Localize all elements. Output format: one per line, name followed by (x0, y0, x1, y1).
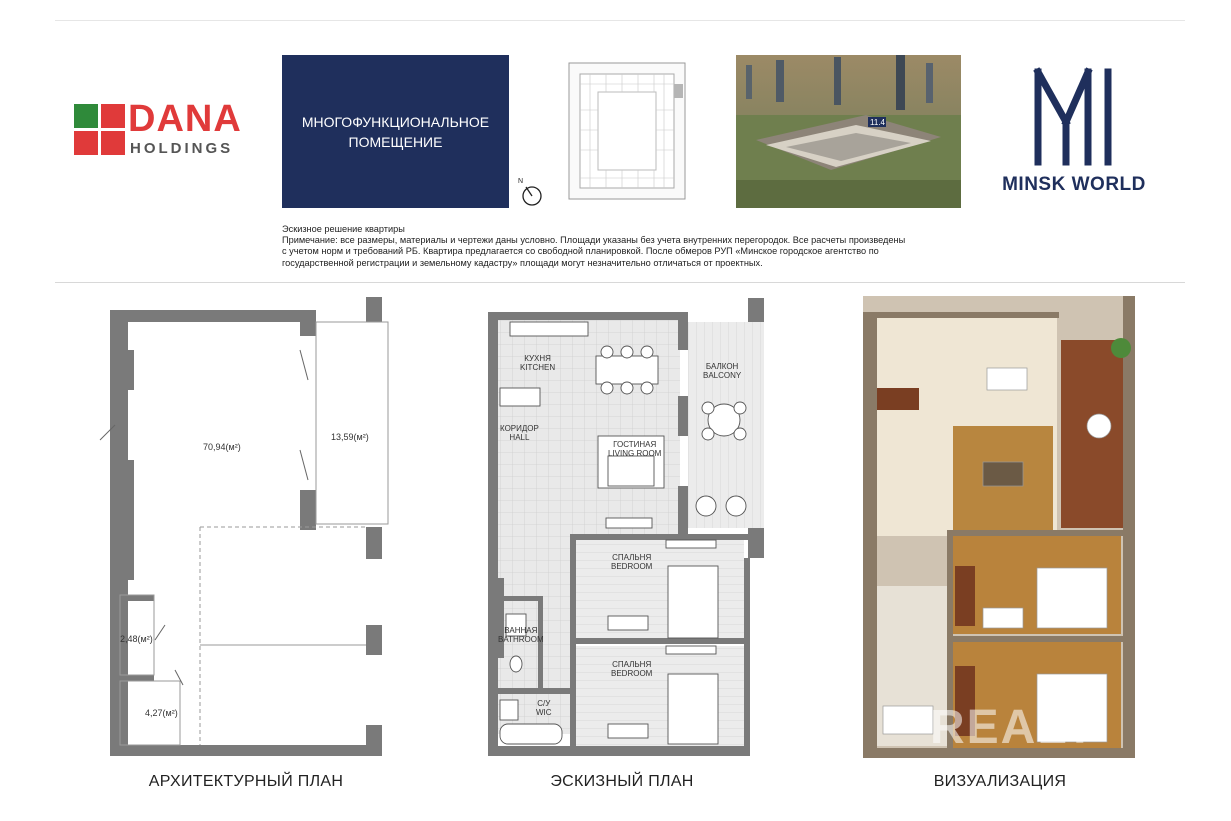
compass-north-label: N (518, 178, 524, 185)
disclaimer-note (282, 224, 972, 269)
site-plan-image (566, 60, 690, 202)
bedroom2-label-en: BEDROOM (611, 669, 653, 678)
bedroom1-label-en: BEDROOM (611, 562, 653, 571)
aerial-building-number: 11.4 (870, 118, 885, 127)
property-type-line1: МНОГОФУНКЦИОНАЛЬНОЕ (301, 113, 490, 130)
dana-logo-name: DANA (128, 98, 242, 140)
aerial-render-image (736, 55, 961, 208)
living-label-ru: ГОСТИНАЯ (613, 440, 657, 449)
kitchen-label-ru: КУХНЯ (524, 354, 551, 363)
sketch-bath-label (498, 626, 544, 644)
sketch-living-label (608, 440, 661, 458)
arch-area-small1: 2,48(м²) (120, 634, 153, 644)
note-title: Эскизное решение квартиры (282, 224, 405, 234)
sketch-balcony-label (703, 362, 741, 380)
visualization-caption: ВИЗУАЛИЗАЦИЯ (933, 773, 1067, 790)
architectural-plan-drawing (95, 290, 405, 765)
top-divider (55, 20, 1185, 21)
note-line2: с учетом норм и требований РБ. Квартира предлагается со свободной планировкой. После обмеров РУП «Минское городское агентство по (282, 246, 879, 257)
arch-area-main: 70,94(м²) (203, 442, 241, 452)
note-line3: государственной регистрации и земельному кадастру» площади могут незначительно отличаться от проектных. (282, 257, 763, 268)
sketch-wic-label (536, 699, 552, 717)
sketch-hall-label (500, 424, 539, 442)
realt-watermark: REALT (930, 701, 1097, 754)
visualization-render (863, 296, 1135, 758)
minsk-world-mark (1028, 66, 1118, 166)
note-line1: Примечание: все размеры, материалы и чертежи даны условно. Площади указаны без учета внутренних перегородок. Все расчеты произведены (282, 235, 906, 246)
balcony-label-en: BALCONY (703, 371, 742, 380)
minsk-world-logo (986, 66, 1162, 198)
minsk-world-name: MINSK WORLD (1002, 174, 1146, 195)
sketch-kitchen-label (520, 354, 555, 372)
balcony-label-ru: БАЛКОН (705, 362, 739, 371)
sketch-bedroom1-label (611, 553, 652, 571)
bedroom1-label-ru: СПАЛЬНЯ (612, 553, 652, 562)
arch-area-small2: 4,27(м²) (145, 708, 178, 718)
header-divider (55, 282, 1185, 283)
bath-label-en: BATHROOM (498, 635, 544, 644)
hall-label-ru: КОРИДОР (500, 424, 539, 433)
arch-plan-caption: АРХИТЕКТУРНЫЙ ПЛАН (148, 773, 344, 790)
compass-icon (518, 178, 544, 208)
sketch-bedroom2-label (611, 660, 652, 678)
wic-label-ru: С/У (537, 699, 551, 708)
kitchen-label-en: KITCHEN (520, 363, 556, 372)
hall-label-en: HALL (509, 433, 530, 442)
sketch-plan-caption: ЭСКИЗНЫЙ ПЛАН (550, 773, 694, 790)
property-type-box (282, 55, 509, 208)
dana-logo (74, 98, 266, 160)
living-label-en: LIVING ROOM (608, 449, 662, 458)
wic-label-en: WIC (536, 708, 552, 717)
bath-label-ru: ВАННАЯ (504, 626, 538, 635)
arch-area-balcony: 13,59(м²) (331, 432, 369, 442)
bedroom2-label-ru: СПАЛЬНЯ (612, 660, 652, 669)
property-type-line2: ПОМЕЩЕНИЕ (348, 133, 443, 150)
dana-logo-sub: HOLDINGS (130, 140, 234, 157)
